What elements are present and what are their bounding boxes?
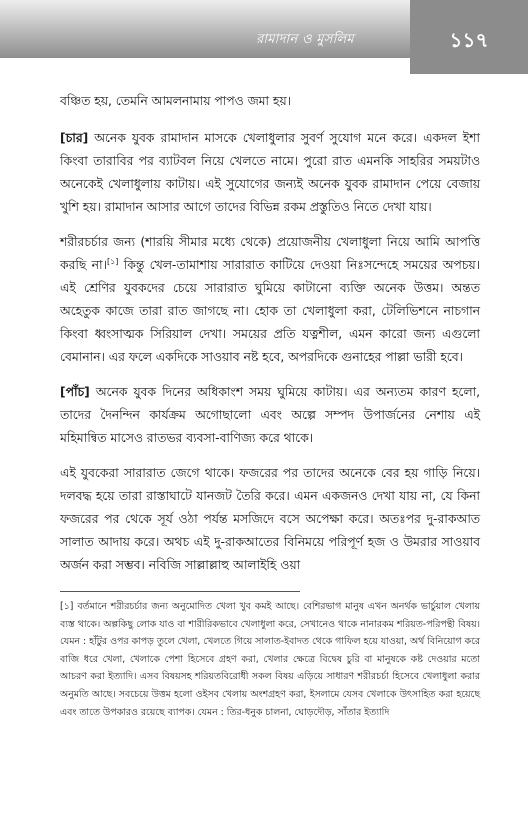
section-label-panch: [পাঁচ] bbox=[60, 385, 90, 399]
paragraph-youth: এই যুবকেরা সারারাত জেগে থাকে। ফজরের পর তাদের অনেকে বের হয় গাড়ি নিয়ে। দলবদ্ধ হয়ে তারা রাস্তাঘাটে যানজট তৈরি করে। এমন একজনও দেখা যায় না, যে কিনা ফজরের পর থেকে সূর্য ওঠা পর্যন্ত মসজিদে বসে অপেক্ষা করে। অতঃপর দু-রাকআত সালাত আদায় করে। অথচ এই দু-রাকআতের বিনিময়ে পরিপূর্ণ হজ ও উমরার সাওয়াব অর্জন করা সম্ভব। নবিজি সাল্লাল্লাহু আলাইহি ওয়া bbox=[60, 466, 480, 572]
section-label-char: [চার] bbox=[60, 131, 89, 145]
running-title: রামাদান ও মুসলিম bbox=[256, 32, 354, 47]
page-header bbox=[0, 0, 528, 58]
paragraph-panch bbox=[60, 381, 480, 450]
paragraph-exercise-text-a: শরীরচর্চার জন্য (শারয়ি সীমার মধ্যে থেকে) প্রয়োজনীয় খেলাধুলা নিয়ে আমি আপত্তি করছি না। bbox=[60, 235, 480, 272]
paragraph-char-text: অনেক যুবক রামাদান মাসকে খেলাধুলার সুবর্ণ সুযোগ মনে করে। একদল ইশা কিংবা তারাবির পর ব্যাটবল নিয়ে খেলতে নামে। পুরো রাত এমনকি সাহরির সময়টাও অনেকেই খেলাধুলায় কাটায়। এই সুযোগের জন্যই অনেক যুবক রামাদান পেয়ে বেজায় খুশি হয়। রামাদান আসার আগে তাদের বিভিন্ন রকম প্রস্তুতিও নিতে দেখা যায়। bbox=[60, 131, 480, 214]
body-text bbox=[60, 90, 480, 589]
footnote-divider bbox=[60, 591, 300, 592]
paragraph-continuation: বঞ্চিত হয়, তেমনি আমলনামায় পাপও জমা হয়। bbox=[60, 94, 291, 108]
paragraph-char bbox=[60, 127, 480, 219]
footnote-text: বর্তমানে শরীরচর্চার জন্য অনুমোদিত খেলা খুব কমই আছে। বেশিরভাগ মানুষ এখন অনর্থক ভার্চুয়াল খেলায় ব্যস্ত থাকে। অল্পকিছু লোক যাও বা শারীরিকভাবে খেলাধুলা করে, সেখানেও থাকে নানারকম শরিয়ত-পরিপন্থী বিষয়। যেমন : হাঁটুর ওপর কাপড় তুলে খেলা, খেলতে গিয়ে সালাত-ইবাদত থেকে গাফিল হয়ে যাওয়া, অর্থ বিনিয়োগ করে বাজি ধরে খেলা, খেলাকে পেশা হিসেবে গ্রহণ করা, খেলার ক্ষেত্রে বিদ্বেষ চুরি বা মানুষকে কষ্ট দেওয়ার মতো আচরণ করা ইত্যাদি। এসব বিষয়সহ শরিয়তবিরোধী সকল বিষয় এড়িয়ে সাধারণ শরীরচর্চা হিসেবে খেলাধুলা করার অনুমতি আছে। সবচেয়ে উত্তম হলো ওইসব খেলায় অংশগ্রহণ করা, ইসলামে যেসব খেলাকে উৎসাহিত করা হয়েছে এবং তাতে উপকারও রয়েছে ব্যাপক। যেমন : তির-ধনুক চালনা, ঘোড়দৌড়, সাঁতার ইত্যাদি bbox=[60, 601, 480, 718]
footnote bbox=[60, 598, 480, 721]
paragraph-panch-text: অনেক যুবক দিনের অধিকাংশ সময় ঘুমিয়ে কাটায়। এর অন্যতম কারণ হলো, তাদের দৈনন্দিন কার্যক্রম অগোছালো এবং অল্পে সম্পদ উপার্জনের নেশায় এই মহিমান্বিত মাসেও রাতভর ব্যবসা-বাণিজ্য করে থাকে। bbox=[60, 385, 480, 445]
footnote-marker: [১] bbox=[60, 601, 74, 612]
footnote-reference[interactable]: [১] bbox=[106, 256, 119, 266]
page-number: ১১৭ bbox=[449, 28, 489, 52]
paragraph-exercise bbox=[60, 231, 480, 369]
paragraph-exercise-text-b: কিন্তু খেল-তামাশায় সারারাত কাটিয়ে দেওয়া নিঃসন্দেহে সময়ের অপচয়। এই শ্রেণির যুবকদের চেয়ে সারারাত ঘুমিয়ে কাটানো ব্যক্তি অনেক উত্তম। অন্তত অহেতুক কাজে তারা রাত জাগছে না। হোক তা খেলাধুলা করা, টেলিভিশনে নাচগান কিংবা ধ্বংসাত্মক সিরিয়াল দেখা। সময়ের প্রতি যত্নশীল, এমন কারো জন্য এগুলো বেমানান। এর ফলে একদিকে সাওয়াব নষ্ট হবে, অপরদিকে গুনাহের পাল্লা ভারী হবে। bbox=[60, 258, 480, 364]
